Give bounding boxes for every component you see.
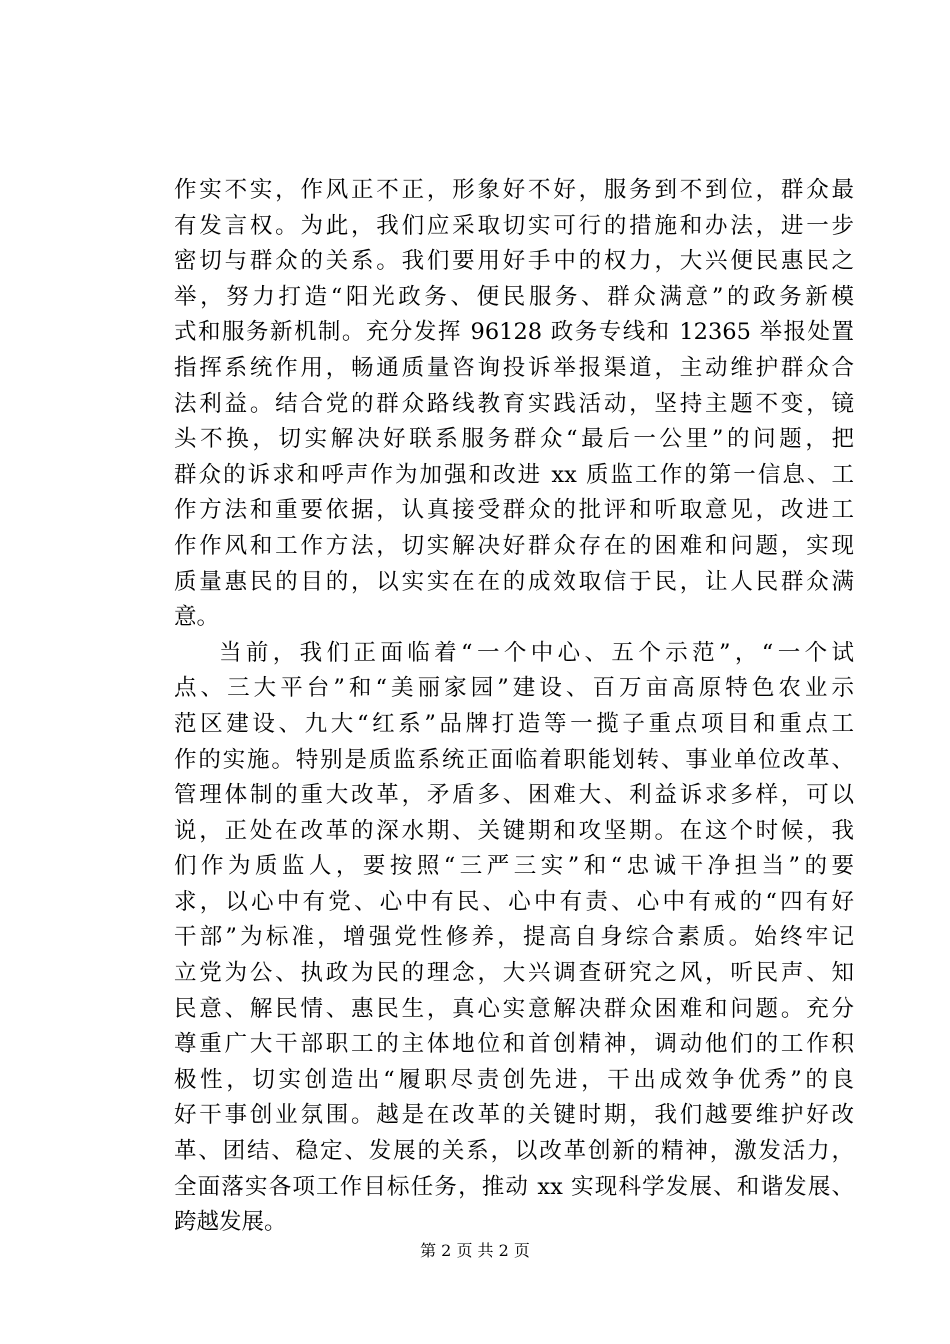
text-line: 举，努力打造“阳光政务、便民服务、群众满意”的政务新模 — [174, 283, 854, 310]
body-text — [174, 173, 854, 1241]
text-line: 好干事创业氛围。越是在改革的关键时期，我们越要维护好改 — [174, 1102, 854, 1129]
text-line: 有发言权。为此，我们应采取切实可行的措施和办法，进一步 — [174, 212, 854, 239]
text-line: 干部”为标准，增强党性修养，提高自身综合素质。始终牢记 — [174, 924, 854, 951]
text-line: 法利益。结合党的群众路线教育实践活动，坚持主题不变，镜 — [174, 390, 854, 417]
text-line: 说，正处在改革的深水期、关键期和攻坚期。在这个时候，我 — [174, 817, 854, 844]
text-line: 密切与群众的关系。我们要用好手中的权力，大兴便民惠民之 — [174, 248, 854, 275]
text-line: 管理体制的重大改革，矛盾多、困难大、利益诉求多样，可以 — [174, 782, 854, 809]
text-line: 质量惠民的目的，以实实在在的成效取信于民，让人民群众满 — [174, 568, 854, 595]
text-line: 民意、解民情、惠民生，真心实意解决群众困难和问题。充分 — [174, 995, 854, 1022]
text-line: 作的实施。特别是质监系统正面临着职能划转、事业单位改革、 — [174, 746, 854, 773]
text-line: 作实不实，作风正不正，形象好不好，服务到不到位，群众最 — [174, 177, 854, 203]
page-footer: 第 2 页 共 2 页 — [420, 1241, 530, 1260]
text-line: 革、团结、稳定、发展的关系，以改革创新的精神，激发活力， — [174, 1138, 854, 1165]
text-line: 作作风和工作方法，切实解决好群众存在的困难和问题，实现 — [174, 532, 854, 559]
text-line: 立党为公、执政为民的理念，大兴调查研究之风，听民声、知 — [174, 960, 854, 987]
text-line: 意。 — [174, 604, 220, 631]
text-line: 指挥系统作用，畅通质量咨询投诉举报渠道，主动维护群众合 — [174, 354, 854, 381]
paragraph — [174, 636, 854, 1241]
text-line: 范区建设、九大“红系”品牌打造等一揽子重点项目和重点工 — [174, 710, 854, 737]
text-line: 跨越发展。 — [174, 1209, 287, 1236]
text-line: 尊重广大干部职工的主体地位和首创精神，调动他们的工作积 — [174, 1031, 854, 1058]
text-line: 极性，切实创造出“履职尽责创先进，干出成效争优秀”的良 — [174, 1066, 854, 1093]
text-line: 式和服务新机制。充分发挥 96128 政务专线和 12365 举报处置 — [174, 319, 854, 346]
text-line: 当前，我们正面临着“一个中心、五个示范”，“一个试 — [219, 639, 854, 666]
text-line: 求，以心中有党、心中有民、心中有责、心中有戒的“四有好 — [174, 888, 854, 915]
text-line: 群众的诉求和呼声作为加强和改进 xx 质监工作的第一信息、工 — [174, 461, 854, 488]
paragraph — [174, 173, 854, 636]
text-line: 全面落实各项工作目标任务，推动 xx 实现科学发展、和谐发展、 — [174, 1173, 854, 1200]
text-line: 作方法和重要依据，认真接受群众的批评和听取意见，改进工 — [174, 497, 854, 524]
text-line: 头不换，切实解决好联系服务群众“最后一公里”的问题，把 — [174, 426, 854, 453]
text-line: 们作为质监人，要按照“三严三实”和“忠诚干净担当”的要 — [174, 853, 854, 880]
text-line: 点、三大平台”和“美丽家园”建设、百万亩高原特色农业示 — [174, 675, 854, 702]
